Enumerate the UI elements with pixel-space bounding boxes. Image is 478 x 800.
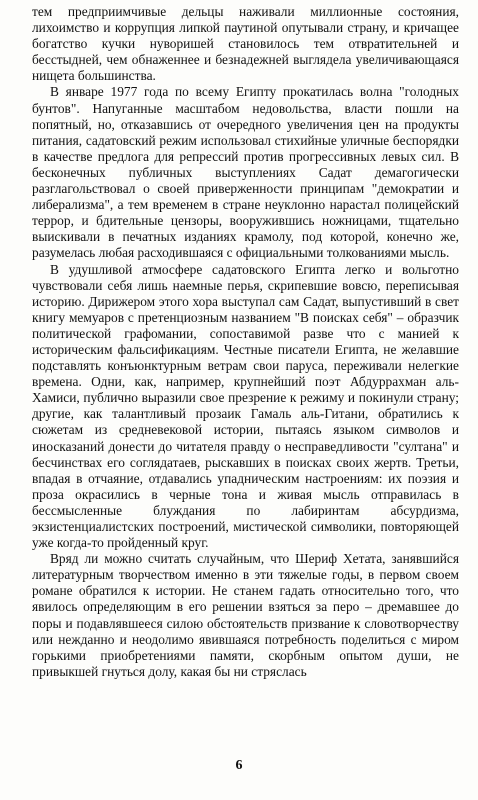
page-number: 6 [235, 758, 243, 773]
paragraph-sadat-egypt-atmosphere: В удушливой атмосфере садатовского Египта легко и вольготно чувствовали себя лишь наемные перья, скрипевшие вовсю, переписывая историю. Дирижером этого хора выступал сам Садат, выпустивший в свет книгу мемуаров с претенциозным названием "В поисках себя" – образчик политической графомании, сопоставимой разве что с манией к историческим фальсификациям. Честные писатели Египта, не желавшие подставлять конъюнктурным ветрам свои паруса, переживали нелегкие времена. Одни, как, например, крупнейший поэт Абдуррахман аль-Хамиси, публично выразили свое презрение к режиму и покинули страну; другие, как талантливый прозаик Гамаль аль-Гитани, обратились к сюжетам из средневековой истории, пытаясь языком символов и иносказаний донести до читателя правду о несправедливости "султана" и бесчинствах его соглядатаев, рыскавших в поисках своих жертв. Третьи, впадая в отчаяние, отдавались упадническим настроениям: их поэзия и проза окрасились в черные тона и живая мысль отправилась в бессмысленные блуждания по лабиринтам абсурдизма, экзистенциалистских построений, мистической символики, повторяющей уже когда-то пройденный круг. [32, 261, 459, 551]
body-text [32, 4, 459, 680]
paragraph-continuation: тем предприимчивые дельцы наживали миллионные состояния, лихоимство и коррупция липкой паутиной опутывали страну, и кричащее богатство кучки нуворишей становилось тем отвратительней и бесстыдней, чем обнаженнее и безнадежней выглядела увеличивающаяся нищета большинства. [32, 4, 459, 84]
paragraph-january-1977: В январе 1977 года по всему Египту прокатилась волна "голодных бунтов". Напуганные масштабом недовольства, власти пошли на попятный, но, отказавшись от очередного увеличения цен на продукты питания, садатовский режим использовал стихийные уличные беспорядки в качестве предлога для репрессий против прогрессивных левых сил. В бесконечных публичных выступлениях Садат демагогически разглагольствовал о своей приверженности принципам "демократии и либерализма", а тем временем в стране неуклонно нарастал полицейский террор, и бдительные цензоры, вооружившись ножницами, тщательно выискивали в печатных изданиях крамолу, под которой, конечно же, разумелась любая расходившаяся с официальными толкованиями мысль. [32, 84, 459, 261]
paragraph-sherif-hetata: Вряд ли можно считать случайным, что Шериф Хетата, занявшийся литературным творчеством именно в эти тяжелые годы, в первом своем романе обратился к истории. Не станем гадать относительно того, что явилось определяющим в его решении взяться за перо – дремавшее до поры и подавлявшееся силою обстоятельств призвание к словотворчеству или нежданно и неодолимо явившаяся потребность поделиться с миром горькими приобретениями памяти, скорбным опытом души, не привыкшей гнуться долу, какая бы ни стряслась [32, 551, 459, 679]
